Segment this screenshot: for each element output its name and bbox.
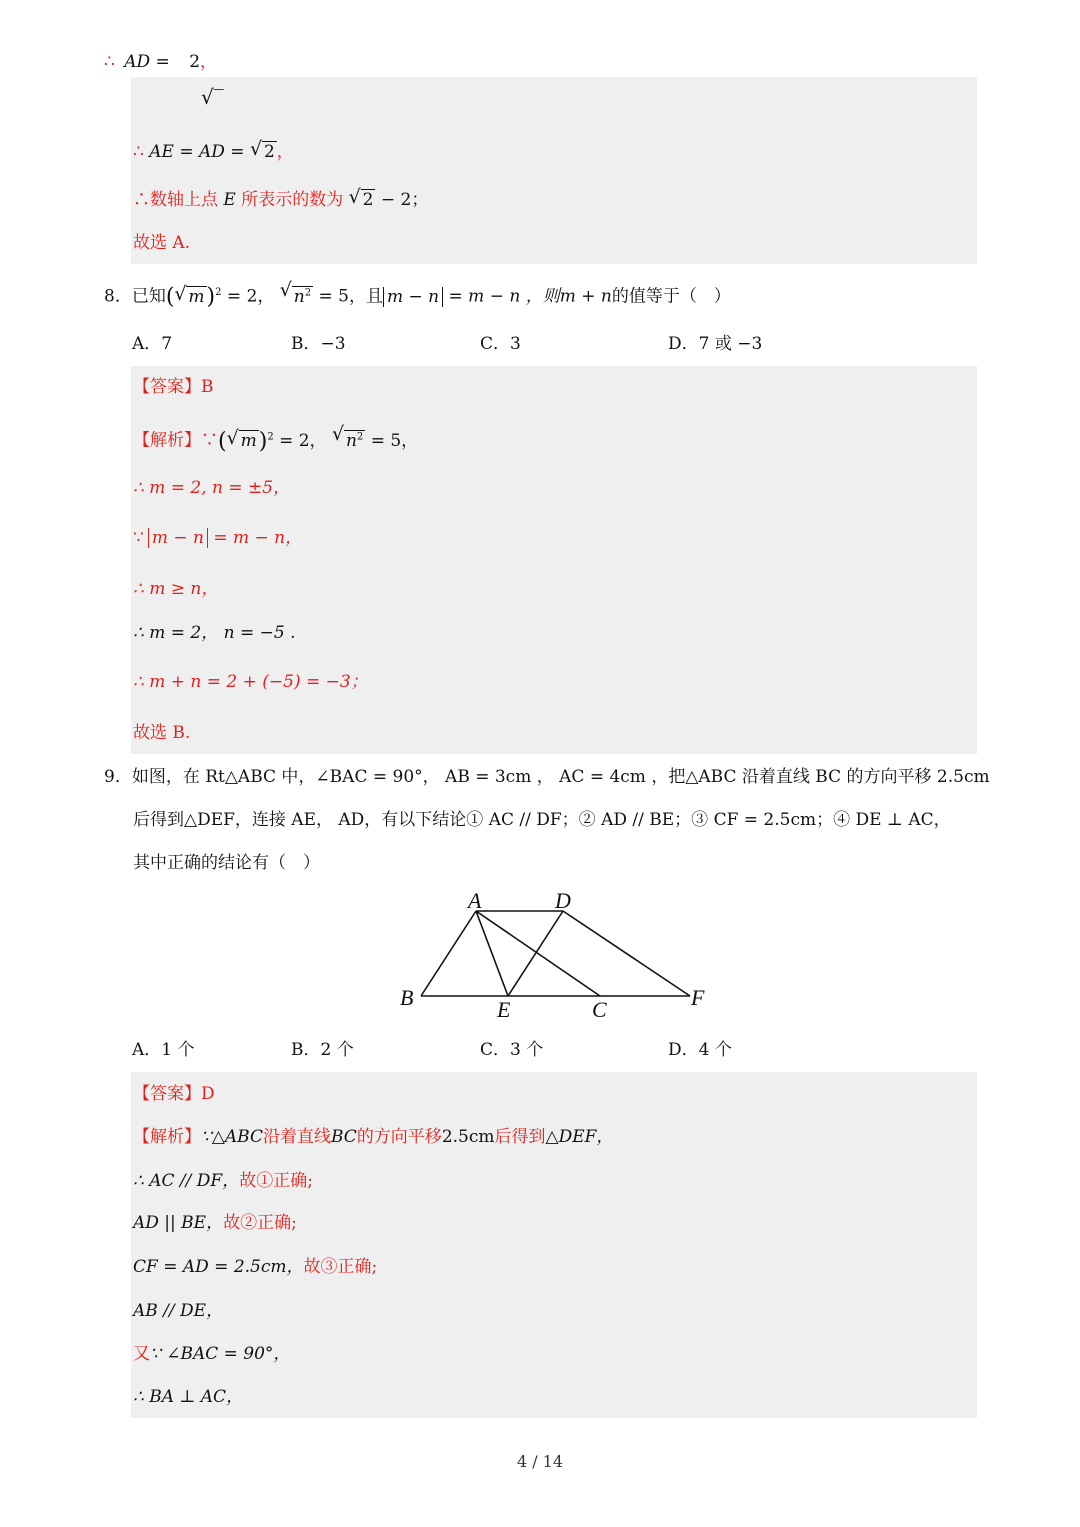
ad-value: 2: [189, 52, 201, 72]
q9-stem-line3: 其中正确的结论有（ ）: [133, 853, 320, 873]
q9-analysis-line4: CF = AD = 2.5cm，故③正确;: [133, 1257, 378, 1277]
q8-option-a: A．7: [132, 334, 173, 354]
q8-analysis-line6: ∴ m + n = 2 + (−5) = −3；: [133, 672, 368, 692]
therefore-symbol: ∴: [133, 142, 144, 162]
label-a: A: [468, 888, 482, 913]
page-number: 4 / 14: [516, 1452, 564, 1471]
q9-stem-line1: 9．如图，在 Rt△ABC 中，∠BAC = 90°， AB = 3cm ， AC = 4cm ，把△ABC 沿着直线 BC 的方向平移 2.5cm: [104, 767, 990, 787]
sqrt-2: √ 2: [349, 188, 376, 212]
q8-analysis-line4: ∴ m ≥ n，: [133, 579, 219, 599]
q8-stem: 8．已知(√ m)$^2$ = 2， √ $n^2 = 5$，且 m − n = m − n ，则m + n的值等于（ ）: [104, 281, 731, 310]
q9-option-b: B．2 个: [291, 1040, 354, 1060]
q9-answer: 【答案】D: [133, 1084, 215, 1104]
label-b: B: [400, 985, 414, 1010]
ad-expr: AD =: [124, 52, 170, 72]
sqrt-2: √ 2: [250, 140, 277, 164]
segment-ab: [421, 911, 476, 996]
question-number: 8．: [104, 286, 132, 307]
q9-option-a: A．1 个: [132, 1040, 195, 1060]
ae-ad-expr: AE = AD =: [149, 142, 245, 162]
q9-analysis-line2: ∴ AC // DF，故①正确;: [133, 1171, 313, 1191]
label-e: E: [497, 997, 511, 1022]
label-f: F: [691, 985, 705, 1010]
therefore-symbol: ∴: [104, 52, 115, 72]
question-number: 9．: [104, 767, 132, 787]
q8-analysis-line3: ∵ m − n = m − n，: [133, 528, 303, 548]
q8-option-b: B．−3: [291, 334, 346, 354]
q8-analysis-line1: 【解析】∵(√ m)$^2$ = 2， √ $n^2 = 5$，: [133, 425, 418, 454]
q8-answer: 【答案】B: [133, 377, 214, 397]
q9-option-c: C．3 个: [480, 1040, 544, 1060]
box1-line2: ∴数轴上点 E 所表示的数为 √ 2 − 2；: [133, 188, 428, 212]
label-d: D: [555, 888, 571, 913]
q9-option-d: D．4 个: [668, 1040, 732, 1060]
solution-box-q9: [131, 1072, 977, 1418]
solution-box-q7: [131, 77, 977, 264]
comma: ，: [200, 52, 218, 72]
q9-analysis-line7: ∴ BA ⊥ AC，: [133, 1387, 244, 1407]
q9-analysis-line6: 又∵ ∠BAC = 90°，: [133, 1344, 291, 1364]
q9-analysis-line3: AD || BE，故②正确;: [133, 1213, 297, 1233]
top-line-ad: [104, 50, 217, 74]
q8-conclusion: 故选 B.: [133, 723, 191, 743]
q9-stem-line2: 后得到△DEF，连接 AE， AD，有以下结论① AC // DF；② AD // BE；③ CF = 2.5cm；④ DE ⊥ AC，: [133, 810, 951, 830]
sqrt-stub: √‾: [201, 85, 224, 109]
box1-conclusion: 故选 A.: [133, 233, 191, 253]
label-c: C: [592, 997, 607, 1022]
q9-analysis-line1: 【解析】∵△ABC沿着直线BC的方向平移2.5cm后得到△DEF，: [133, 1127, 614, 1147]
q8-analysis-line2: ∴ m = 2, n = ±5，: [133, 478, 291, 498]
q8-analysis-line5: ∴ m = 2， n = −5 .: [133, 623, 296, 643]
triangle-translation-figure: [390, 885, 720, 1025]
box1-line1: ∴ AE = AD = √ 2 ，: [133, 140, 294, 164]
segment-de: [508, 911, 563, 996]
q8-option-c: C．3: [480, 334, 521, 354]
q9-analysis-line5: AB // DE，: [133, 1301, 224, 1321]
q8-option-d: D．7 或 −3: [668, 334, 763, 354]
segment-ae: [476, 911, 508, 996]
